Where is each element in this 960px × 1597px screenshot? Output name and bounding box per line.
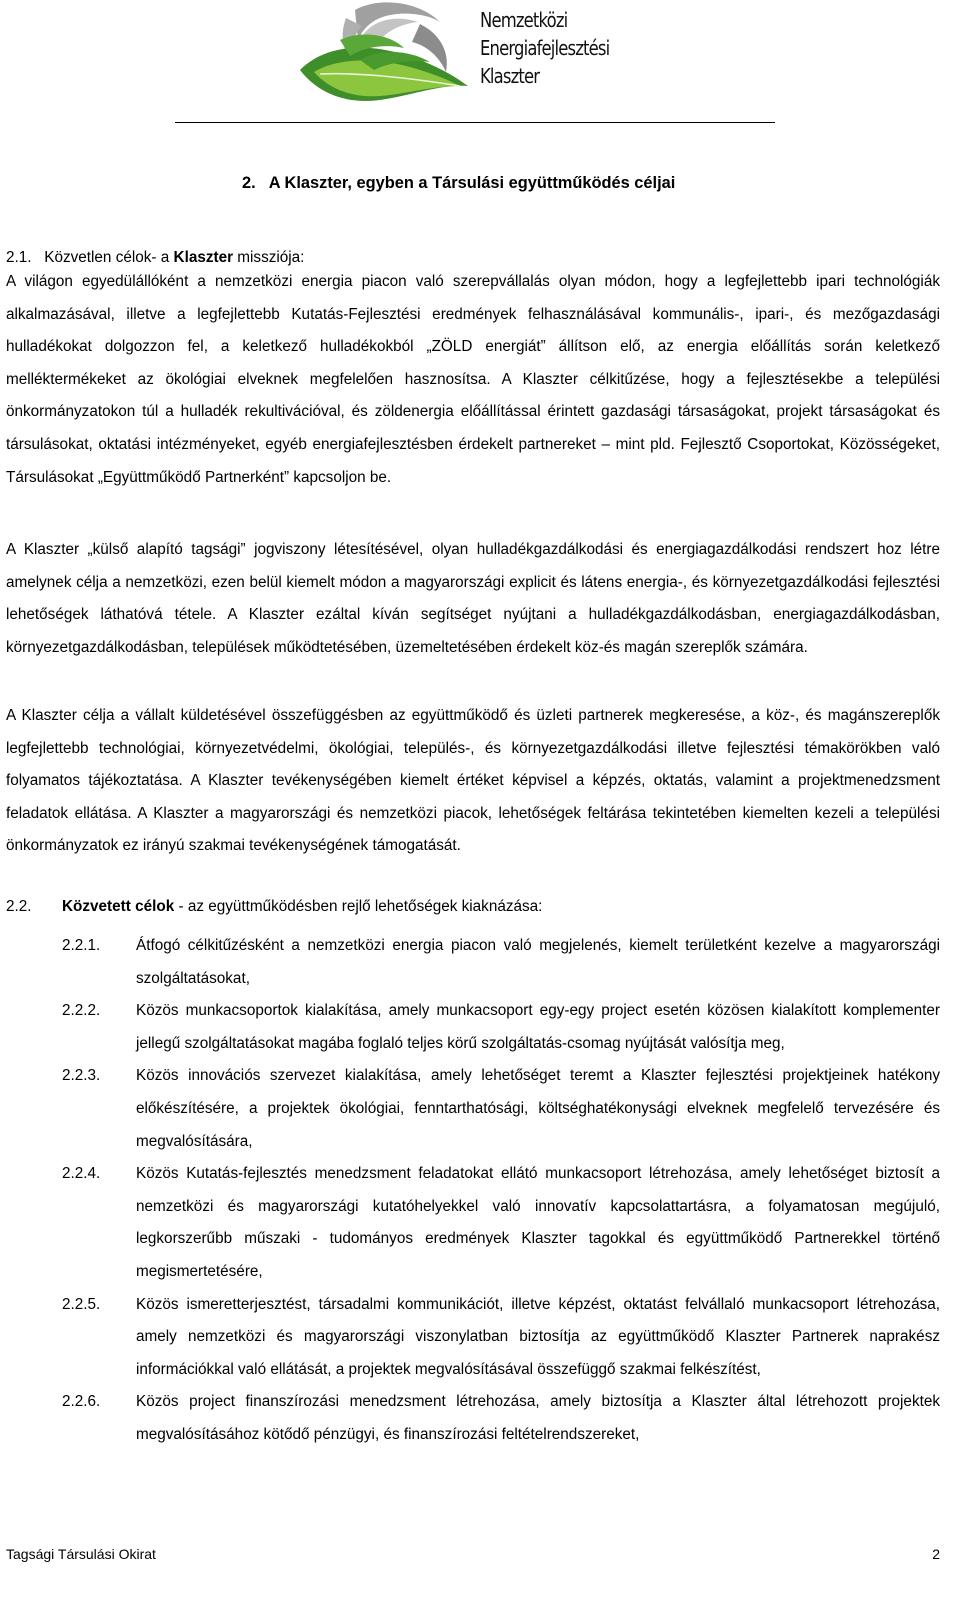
list-item <box>62 1060 940 1158</box>
list-item-number: 2.2.5. <box>62 1295 101 1313</box>
list-item-number: 2.2.4. <box>62 1165 101 1183</box>
list-item-text: Közös munkacsoportok kialakítása, amely munkacsoport egy-egy project esetén közösen kialakított komplementer jellegű szolgáltatásokat magába foglaló teljes körű szolgáltatás-csomag nyújtását valósítja meg, <box>136 1002 940 1052</box>
header <box>300 0 680 110</box>
list-item-text: Közös project finanszírozási menedzsment létrehozása, amely biztosítja a Klaszter által létrehozott projektek megvalósításához kötődő pénzügyi, és finanszírozási feltételrendszereket, <box>136 1393 940 1443</box>
logo-wordmark <box>480 6 609 90</box>
footer-document-title: Tagsági Társulási Okirat <box>6 1546 156 1562</box>
paragraph-2: A Klaszter „külső alapító tagsági” jogviszony létesítésével, olyan hulladékgazdálkodási és energiagazdálkodási rendszert hoz létre amelynek célja a nemzetközi, ezen belül kiemelt módon a magyarországi explicit és látens energia-, és környezetgazdálkodási fejlesztési lehetőségek láthatóvá tétele. A Klaszter ezáltal kíván segítséget nyújtani a hulladékgazdálkodásban, energiagazdálkodásban, környezetgazdálkodásban, települések működtetésében, üzemeltetésében érdekelt köz-és magán szereplők számára. <box>6 541 940 656</box>
subsection-2-1-bold: Klaszter <box>173 249 234 266</box>
subsection-2-2-suffix: - az együttműködésben rejlő lehetőségek kiaknázása: <box>174 898 543 915</box>
subsection-2-1-prefix: 2.1. Közvetlen célok- a <box>6 249 174 266</box>
list-item <box>62 1158 940 1288</box>
list-item-number: 2.2.1. <box>62 937 101 954</box>
list-item <box>62 1386 940 1451</box>
list-item-text: Közös Kutatás-fejlesztés menedzsment feladatokat ellátó munkacsoport létrehozása, amely lehetőséget biztosít a nemzetközi és magyarországi kutatóhelyekkel való innovatív kapcsolattartásra, a folyamatosan megújuló, legkorszerűbb műszaki - tudományos eredmények Klaszter tagokkal és együttműködő Partnerekkel történő megismertetésére, <box>136 1165 940 1280</box>
list-item-number: 2.2.2. <box>62 1002 101 1020</box>
leaf-logo-icon <box>300 0 470 108</box>
goals-list <box>62 930 940 1452</box>
subsection-2-2-number: 2.2. <box>6 898 32 915</box>
list-item-text: Átfogó célkitűzésként a nemzetközi energia piacon való megjelenés, kiemelt területként kezelve a magyarországi szolgáltatásokat, <box>136 937 940 987</box>
list-item <box>62 995 940 1060</box>
subsection-2-1-suffix: missziója: <box>233 249 305 266</box>
list-item <box>62 1289 940 1387</box>
list-item-text: Közös ismeretterjesztést, társadalmi kommunikációt, illetve képzést, oktatást felvállaló munkacsoport létrehozása, amely nemzetközi és magyarországi viszonylatban biztosítja az együttműködő Klaszter Partnerek naprakész információkkal való ellátását, a projektek megvalósításával összefüggő szakmai felkészítést, <box>136 1295 940 1378</box>
logo-line-2: Energiafejlesztési <box>480 36 610 60</box>
logo-line-3: Klaszter <box>480 64 540 88</box>
list-item <box>62 930 940 995</box>
subsection-2-1-heading <box>6 249 304 267</box>
footer-page-number: 2 <box>932 1546 940 1562</box>
header-divider <box>175 122 775 123</box>
paragraph-1: A világon egyedülállóként a nemzetközi energia piacon való szerepvállalás olyan módon, hogy a legfejlettebb ipari technológiák alkalmazásával, illetve a legfejlettebb Kutatás-Fejlesztési eredmények felhasználásával kommunális-, ipari-, és mezőgazdasági hulladékokat dolgozzon fel, a keletkező hulladékokból „ZÖLD energiát” állítson elő, az energia előállítás során keletkező melléktermékeket az ökológiai elveknek megfelelően hasznosítsa. A Klaszter célkitűzése, hogy a fejlesztésekbe a települési önkormányzatokon túl a hulladék rekultivációval, és zöldenergia előállítással érintett gazdasági társaságokat, projekt társaságokat és társulásokat, oktatási intézményeket, egyéb energiafejlesztésben érdekelt partnereket – mint pld. Fejlesztő Csoportokat, Közösségeket, Társulásokat „Együttműködő Partnerként” kapcsoljon be. <box>6 273 940 486</box>
list-item-text: Közös innovációs szervezet kialakítása, amely lehetőséget teremt a Klaszter fejlesztési projektjeinek hatékony előkészítésére, a projektek ökológiai, fenntarthatósági, költséghatékonysági elveknek megfelelő tervezésére és megvalósítására, <box>136 1067 940 1150</box>
logo-line-1: Nemzetközi <box>480 8 568 32</box>
subsection-2-2-heading <box>6 898 542 916</box>
paragraph-3: A Klaszter célja a vállalt küldetésével összefüggésben az együttműködő és üzleti partnerek megkeresése, a köz-, és magánszereplők legfejlettebb technológiai, környezetvédelmi, ökológiai, település-, és környezetgazdálkodási illetve fejlesztési témakörökben való folyamatos tájékoztatása. A Klaszter tevékenységében kiemelt értéket képvisel a képzés, oktatás, valamint a projektmenedzsment feladatok ellátása. A Klaszter a magyarországi és nemzetközi piacok, lehetőségek feltárása tekintetében kiemelten kezeli a települési önkormányzatok ez irányú szakmai tevékenységének támogatását. <box>6 707 940 855</box>
list-item-number: 2.2.3. <box>62 1067 101 1085</box>
section-title: 2. A Klaszter, egyben a Társulási együttműködés céljai <box>242 174 676 192</box>
list-item-number: 2.2.6. <box>62 1393 101 1411</box>
subsection-2-2-bold: Közvetett célok <box>62 898 175 915</box>
